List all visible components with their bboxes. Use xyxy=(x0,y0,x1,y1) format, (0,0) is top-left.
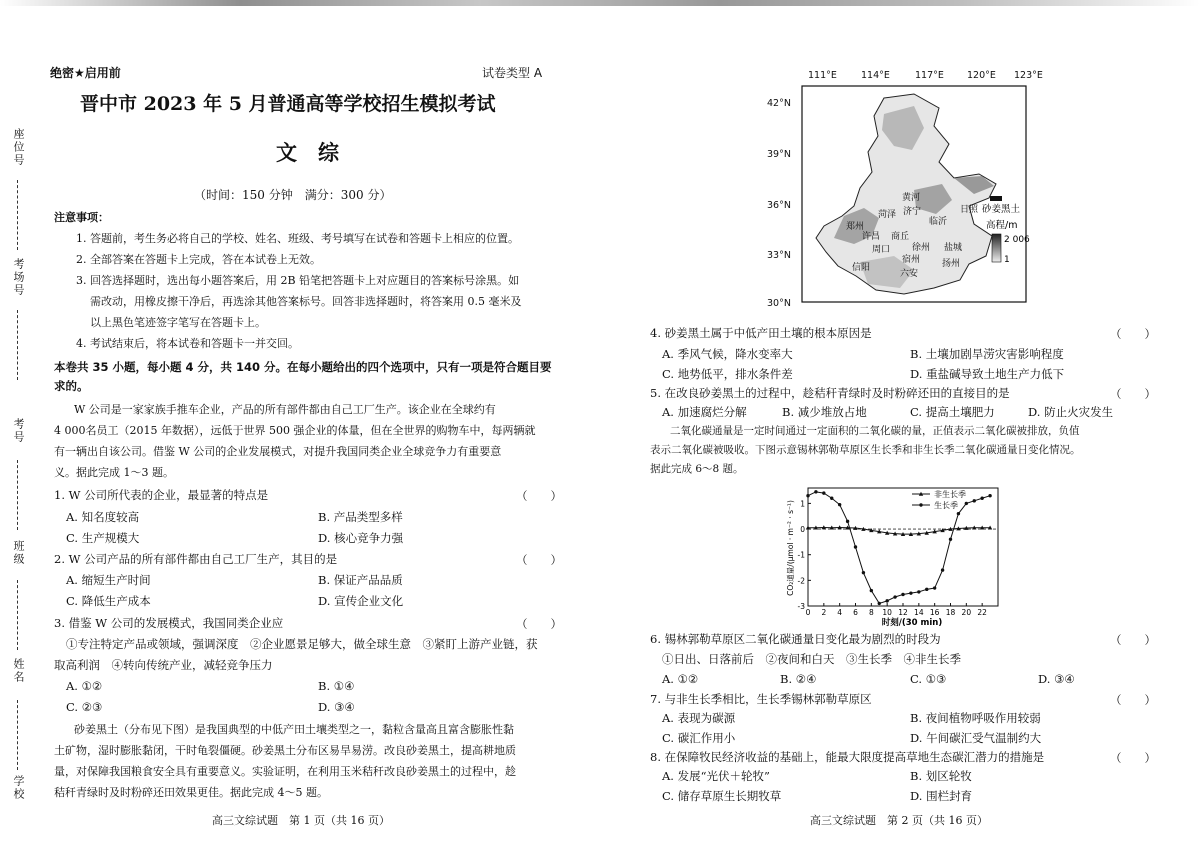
question-6-choices: ①日出、日落前后 ②夜间和白天 ③生长季 ④非生长季 xyxy=(662,652,961,666)
city-label: 周口 xyxy=(872,245,891,255)
legend-elev-max: 2 006 xyxy=(1004,235,1030,245)
passage-line: 4 000名员工（2015 年数据），远低于世界 500 强企业的体量，但在全世界的购物车中，每两辆就 xyxy=(54,424,536,437)
question-3-choices: ①专注特定产品或领域，强调深度 ②企业愿景足够大，做全球生意 ③紧盯上游产业链，获 xyxy=(66,637,538,651)
lon-label: 123°E xyxy=(1014,70,1043,81)
passage-line: 义。据此完成 1～3 题。 xyxy=(54,466,174,479)
option[interactable]: B. 减少堆放占地 xyxy=(782,405,867,419)
answer-paren: （ ） xyxy=(1110,327,1156,341)
option[interactable]: C. 地势低平，排水条件差 xyxy=(662,367,793,381)
y-tick-label: 0 xyxy=(800,525,805,535)
x-tick-label: 16 xyxy=(929,608,940,617)
lon-label: 117°E xyxy=(915,70,944,81)
lat-label: 30°N xyxy=(767,298,791,309)
answer-paren: （ ） xyxy=(1110,751,1156,765)
city-label: 徐州 xyxy=(912,243,931,253)
exam-number-label: 考号 xyxy=(12,418,25,444)
instruction: 本卷共 35 小题，每小题 4 分，共 140 分。在每小题给出的四个选项中，只有一项是符合题目要 xyxy=(54,360,552,374)
city-label: 六安 xyxy=(900,269,919,279)
data-point xyxy=(973,499,976,502)
passage-line: 表示二氧化碳被吸收。下图示意锡林郭勒草原区生长季和非生长季二氧化碳通量日变化情况。 xyxy=(650,444,1081,456)
option[interactable]: A. 发展“光伏＋轮牧” xyxy=(662,769,770,783)
legend-label: 非生长季 xyxy=(934,490,966,499)
question-3-choices: 取高利润 ④转向传统产业，减轻竞争压力 xyxy=(54,658,273,672)
x-tick-label: 18 xyxy=(945,608,956,617)
data-point xyxy=(949,538,952,541)
fill-line xyxy=(17,310,20,380)
data-point xyxy=(878,602,881,605)
question-6-stem: 6. 锡林郭勒草原区二氧化碳通量日变化最为剧烈的时段为 xyxy=(650,632,941,646)
city-label: 扬州 xyxy=(942,259,961,269)
option[interactable]: B. 产品类型多样 xyxy=(318,510,403,524)
series-line xyxy=(808,528,990,535)
option[interactable]: A. 表现为碳源 xyxy=(662,711,736,725)
instruction: 求的。 xyxy=(54,379,89,393)
fill-line xyxy=(17,460,20,530)
paper-type: 试卷类型 A xyxy=(482,66,543,80)
legend-label: 生长季 xyxy=(934,501,958,510)
legend-marker xyxy=(919,503,922,506)
data-point xyxy=(885,599,888,602)
passage-line: W 公司是一家家族手推车企业，产品的所有部件都由自己工厂生产。该企业在全球约有 xyxy=(74,403,496,416)
lat-label: 42°N xyxy=(767,98,791,109)
city-label: 菏泽 xyxy=(878,210,897,220)
legend-elev-title: 高程/m xyxy=(986,220,1018,231)
option[interactable]: A. 知名度较高 xyxy=(66,510,140,524)
passage-line: 砂姜黑土（分布见下图）是我国典型的中低产田土壤类型之一，黏粒含量高且富含膨胀性黏 xyxy=(74,723,514,736)
city-label: 盐城 xyxy=(944,243,963,253)
legend-elev-min: 1 xyxy=(1004,255,1010,265)
data-point xyxy=(822,491,825,494)
city-label: 济宁 xyxy=(903,207,922,217)
answer-paren: （ ） xyxy=(516,489,562,503)
x-tick-label: 6 xyxy=(853,608,858,617)
option[interactable]: B. 划区轮牧 xyxy=(910,769,972,783)
data-point xyxy=(830,497,833,500)
lat-label: 39°N xyxy=(767,149,791,160)
exam-title: 晋中市 2023 年 5 月普通高等学校招生模拟考试 xyxy=(80,93,496,115)
city-label: 黄河 xyxy=(902,193,921,203)
answer-paren: （ ） xyxy=(1110,387,1156,401)
x-tick-label: 2 xyxy=(821,608,827,617)
option[interactable]: C. 提高土壤肥力 xyxy=(910,405,995,419)
notice-heading: 注意事项： xyxy=(54,211,109,224)
notice-item: 4. 考试结束后，将本试卷和答题卡一并交回。 xyxy=(76,337,299,350)
data-point xyxy=(941,568,944,571)
option[interactable]: C. ①③ xyxy=(910,672,947,686)
page-footer: 高三文综试题 第 2 页（共 16 页） xyxy=(810,814,988,827)
data-point xyxy=(909,591,912,594)
question-3-stem: 3. 借鉴 W 公司的发展模式，我国同类企业应 xyxy=(54,616,284,630)
data-point xyxy=(846,520,849,523)
option[interactable]: B. 夜间植物呼吸作用较弱 xyxy=(910,711,1041,725)
city-label: 商丘 xyxy=(891,232,910,242)
data-point xyxy=(980,497,983,500)
city-label: 许昌 xyxy=(862,232,881,242)
data-point xyxy=(838,503,841,506)
data-point xyxy=(862,571,865,574)
option[interactable]: B. ①④ xyxy=(318,679,355,693)
city-label: 宿州 xyxy=(902,255,921,265)
page-2 xyxy=(644,0,1164,852)
question-2-stem: 2. W 公司产品的所有部件都由自己工厂生产，其目的是 xyxy=(54,552,338,566)
passage-line: 秸秆青绿时及时粉碎还田效果更佳。据此完成 4～5 题。 xyxy=(54,786,328,799)
data-point xyxy=(814,490,817,493)
fill-line xyxy=(17,700,20,770)
option[interactable]: B. ②④ xyxy=(780,672,817,686)
time-score: （时间：150 分钟 满分：300 分） xyxy=(194,188,392,202)
data-point xyxy=(988,494,991,497)
option[interactable]: D. 防止火灾发生 xyxy=(1028,405,1114,419)
lon-label: 114°E xyxy=(861,70,890,81)
passage-line: 二氧化碳通量是一定时间通过一定面积的二氧化碳的量，正值表示二氧化碳被排放，负值 xyxy=(670,425,1080,437)
lat-label: 33°N xyxy=(767,250,791,261)
chart-x-label: 时刻/(30 min) xyxy=(881,618,943,628)
y-tick-label: -3 xyxy=(797,602,805,611)
option[interactable]: C. ②③ xyxy=(66,700,103,714)
fill-line xyxy=(17,580,20,650)
y-tick-label: -2 xyxy=(797,576,805,586)
name-label: 姓名 xyxy=(12,658,25,684)
option[interactable]: A. 缩短生产时间 xyxy=(66,573,151,587)
answer-paren: （ ） xyxy=(516,617,562,631)
x-tick-label: 20 xyxy=(961,608,972,617)
question-1-stem: 1. W 公司所代表的企业，最显著的特点是 xyxy=(54,488,269,502)
passage-line: 土矿物，湿时膨胀黏闭，干时龟裂僵硬。砂姜黑土分布区易旱易涝。改良砂姜黑土，提高耕地质 xyxy=(54,744,516,757)
notice-item: 1. 答题前，考生务必将自己的学校、姓名、班级、考号填写在试卷和答题卡上相应的位置。 xyxy=(76,232,519,245)
data-point xyxy=(854,545,857,548)
legend-soil-label: 砂姜黑土 xyxy=(982,204,1021,215)
option[interactable]: D. 围栏封育 xyxy=(910,789,973,803)
option[interactable]: C. 储存草原生长期牧草 xyxy=(662,789,782,803)
option[interactable]: C. 生产规模大 xyxy=(66,531,140,545)
passage-line: 有一辆出自该公司。借鉴 W 公司的企业发展模式，对提升我国同类企业全球竞争力有重要意 xyxy=(54,445,502,458)
option[interactable]: A. ①② xyxy=(66,679,103,693)
plot-frame xyxy=(808,488,998,606)
series-line xyxy=(808,492,990,604)
option[interactable]: D. 核心竞争力强 xyxy=(318,531,404,545)
answer-paren: （ ） xyxy=(516,553,562,567)
y-tick-label: 1 xyxy=(800,499,805,509)
option[interactable]: C. 降低生产成本 xyxy=(66,594,151,608)
passage-line: 据此完成 6～8 题。 xyxy=(650,463,744,475)
question-7-stem: 7. 与非生长季相比，生长季锡林郭勒草原区 xyxy=(650,692,872,706)
x-tick-label: 4 xyxy=(837,608,843,617)
legend-elev-bar xyxy=(992,234,1001,262)
city-label: 日照 xyxy=(960,205,979,215)
lon-label: 111°E xyxy=(808,70,837,81)
option[interactable]: B. 土壤加剧旱涝灾害影响程度 xyxy=(910,347,1064,361)
answer-paren: （ ） xyxy=(1110,693,1156,707)
option[interactable]: A. 季风气候，降水变率大 xyxy=(662,347,793,361)
x-tick-label: 14 xyxy=(914,608,924,617)
option[interactable]: D. 午间碳汇受气温制约大 xyxy=(910,731,1042,745)
fill-line xyxy=(17,180,20,250)
exam-room-label: 考场号 xyxy=(12,258,25,297)
class-label: 班级 xyxy=(12,540,25,566)
notice-item: 2. 全部答案在答题卡上完成，答在本试卷上无效。 xyxy=(76,253,321,266)
option[interactable]: B. 保证产品品质 xyxy=(318,573,403,587)
lat-label: 36°N xyxy=(767,200,791,211)
x-tick-label: 22 xyxy=(977,608,987,617)
question-8-stem: 8. 在保障牧民经济收益的基础上，能最大限度提高草地生态碳汇潜力的措施是 xyxy=(650,750,1045,764)
option[interactable]: D. 宣传企业文化 xyxy=(318,594,404,608)
data-point xyxy=(933,586,936,589)
question-5-stem: 5. 在改良砂姜黑土的过程中，趁秸秆青绿时及时粉碎还田的直接目的是 xyxy=(650,386,1010,400)
subject-title: 文 综 xyxy=(276,140,339,165)
binding-sidebar xyxy=(8,40,38,840)
page-footer: 高三文综试题 第 1 页（共 16 页） xyxy=(212,814,390,827)
data-point xyxy=(870,589,873,592)
notice-item: 以上黑色笔迹签字笔写在答题卡上。 xyxy=(90,316,266,329)
city-label: 郑州 xyxy=(846,222,865,232)
data-point xyxy=(917,590,920,593)
y-tick-label: -1 xyxy=(797,550,805,560)
city-label: 临沂 xyxy=(929,217,948,227)
lon-label: 120°E xyxy=(967,70,996,81)
seat-number-label: 座位号 xyxy=(12,128,25,167)
answer-paren: （ ） xyxy=(1110,633,1156,647)
data-point xyxy=(925,588,928,591)
option[interactable]: C. 碳汇作用小 xyxy=(662,731,736,745)
page-1 xyxy=(44,0,580,852)
notice-item: 3. 回答选择题时，选出每小题答案后，用 2B 铅笔把答题卡上对应题目的答案标号涂黑。如 xyxy=(76,274,520,287)
soil-distribution-map xyxy=(764,66,1164,328)
data-point xyxy=(957,512,960,515)
x-tick-label: 0 xyxy=(805,608,811,617)
co2-flux-chart xyxy=(784,478,1004,628)
option[interactable]: D. 重盐碱导致土地生产力低下 xyxy=(910,367,1065,381)
option[interactable]: A. 加速腐烂分解 xyxy=(662,405,747,419)
notice-item: 需改动，用橡皮擦干净后，再选涂其他答案标号。回答非选择题时，将答案用 0.5 毫米及 xyxy=(90,295,522,308)
passage-line: 量，对保障我国粮食安全具有重要意义。实验证明，在利用玉米秸秆改良砂姜黑土的过程中，趁 xyxy=(54,765,516,778)
data-point xyxy=(965,502,968,505)
chart-y-label: CO₂通量/(μmol · m⁻² · s⁻¹) xyxy=(786,500,795,596)
confidential-mark: 绝密★启用前 xyxy=(50,66,121,80)
x-tick-label: 8 xyxy=(868,608,874,617)
legend-soil-swatch xyxy=(990,196,1002,201)
question-4-stem: 4. 砂姜黑土属于中低产田土壤的根本原因是 xyxy=(650,326,872,340)
option[interactable]: D. ③④ xyxy=(1038,672,1075,686)
data-point xyxy=(893,595,896,598)
x-tick-label: 12 xyxy=(898,608,908,617)
option[interactable]: D. ③④ xyxy=(318,700,355,714)
x-tick-label: 10 xyxy=(882,608,892,617)
data-point xyxy=(806,494,809,497)
data-point xyxy=(901,593,904,596)
school-label: 学校 xyxy=(12,775,25,801)
city-label: 信阳 xyxy=(852,263,871,273)
option[interactable]: A. ①② xyxy=(662,672,699,686)
